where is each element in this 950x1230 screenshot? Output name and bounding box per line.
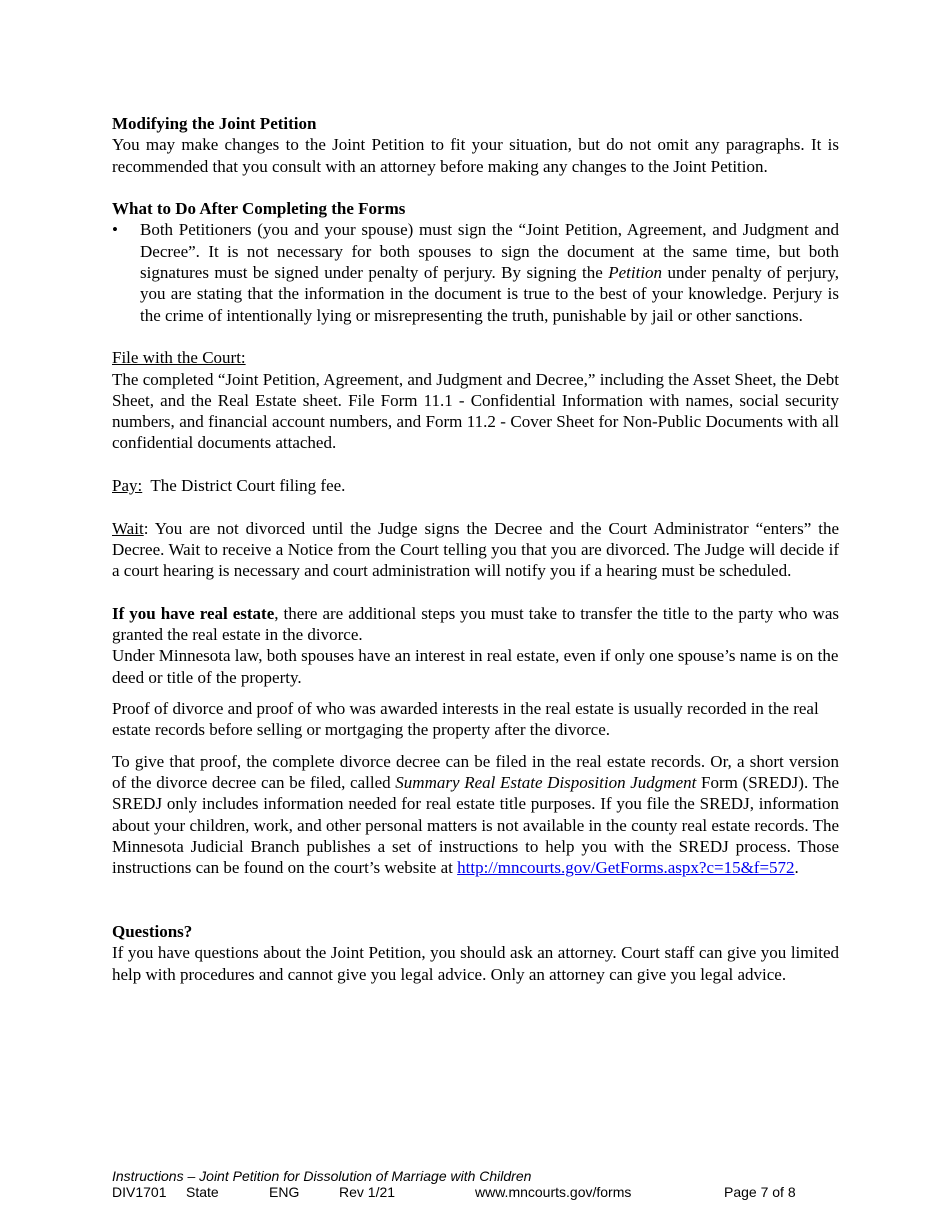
- modifying-text: You may make changes to the Joint Petition to fit your situation, but do not omit any paragraphs. It is recommended that you consult with an attorney before making any changes to the Joint Petition.: [112, 135, 839, 176]
- pay-label: Pay:: [112, 476, 143, 496]
- footer-page-number: Page 7 of 8: [724, 1184, 796, 1200]
- file-with-court-label: File with the Court:: [112, 348, 246, 368]
- real-estate-proof: Proof of divorce and proof of who was awarded interests in the real estate is usually recorded in the real estate records before selling or mortgaging the property after the divorce.: [112, 699, 819, 740]
- footer-url: www.mncourts.gov/forms: [475, 1184, 632, 1200]
- pay-paragraph: [112, 475, 839, 496]
- footer-state: State: [186, 1184, 219, 1200]
- page-footer: [112, 1168, 839, 1201]
- sign-petition-bullet: [112, 219, 839, 325]
- file-with-court-text: The completed “Joint Petition, Agreement, and Judgment and Decree,” including the Asset Sheet, the Debt Sheet, and the Real Estate sheet. File Form 11.1 - Confidential Information with names, social security numbers, and financial account numbers, and Form 11.2 - Cover Sheet for Non-Public Documents with all confidential documents attached.: [112, 369, 839, 453]
- sredj-forms-link[interactable]: http://mncourts.gov/GetForms.aspx?c=15&f=572: [457, 858, 795, 878]
- document-body: [112, 113, 839, 985]
- footer-title: Instructions – Joint Petition for Dissolution of Marriage with Children: [112, 1168, 532, 1184]
- footer-lang: ENG: [269, 1184, 300, 1200]
- wait-paragraph: [112, 518, 839, 582]
- real-estate-intro: If you have real estate, there are additional steps you must take to transfer the title to the party who was granted the real estate in the divorce.: [112, 603, 839, 645]
- pay-text: The District Court filing fee.: [142, 476, 346, 496]
- questions-heading: Questions?: [112, 921, 193, 941]
- real-estate-sredj: To give that proof, the complete divorce decree can be filed in the real estate records. Or, a short version of the divorce decree can be filed, called Summary Real Estate Disposition Judgment Form (SREDJ). The SREDJ only includes information needed for real estate title purposes. If you file the SREDJ, information about your children, work, and other personal matters is not available in the county real estate records. The Minnesota Judicial Branch publishes a set of instructions to help you with the SREDJ process. Those instructions can be found on the court’s website at http://mncourts.gov/GetForms.aspx?c=15&f=572.: [112, 751, 839, 878]
- questions-text: If you have questions about the Joint Petition, you should ask an attorney. Court staff can give you limited help with procedures and cannot give you legal advice. Only an attorney can give you legal advice.: [112, 943, 839, 984]
- wait-text: : You are not divorced until the Judge signs the Decree and the Court Administrator “enters” the Decree. Wait to receive a Notice from the Court telling you that you are divorced. The Judge will decide if a court hearing is necessary and court administration will notify you if a hearing must be scheduled.: [112, 518, 839, 581]
- bullet-dot: •: [112, 220, 118, 240]
- after-completing-heading: What to Do After Completing the Forms: [112, 199, 406, 219]
- sign-petition-text: Both Petitioners (you and your spouse) must sign the “Joint Petition, Agreement, and Judgment and Decree”. It is not necessary for both spouses to sign the document at the same time, but both signatures must be signed under penalty of perjury. By signing the Petition under penalty of perjury, you are stating that the information in the document is true to the best of your knowledge. Perjury is the crime of intentionally lying or misrepresenting the truth, punishable by jail or other sanctions.: [140, 220, 839, 325]
- real-estate-law: Under Minnesota law, both spouses have an interest in real estate, even if only one spouse’s name is on the deed or title of the property.: [112, 646, 839, 687]
- wait-label: Wait: [112, 518, 144, 538]
- real-estate-bold: If you have real estate: [112, 603, 275, 623]
- modifying-heading: Modifying the Joint Petition: [112, 114, 317, 133]
- footer-form-id: DIV1701: [112, 1184, 167, 1200]
- footer-rev: Rev 1/21: [339, 1184, 396, 1200]
